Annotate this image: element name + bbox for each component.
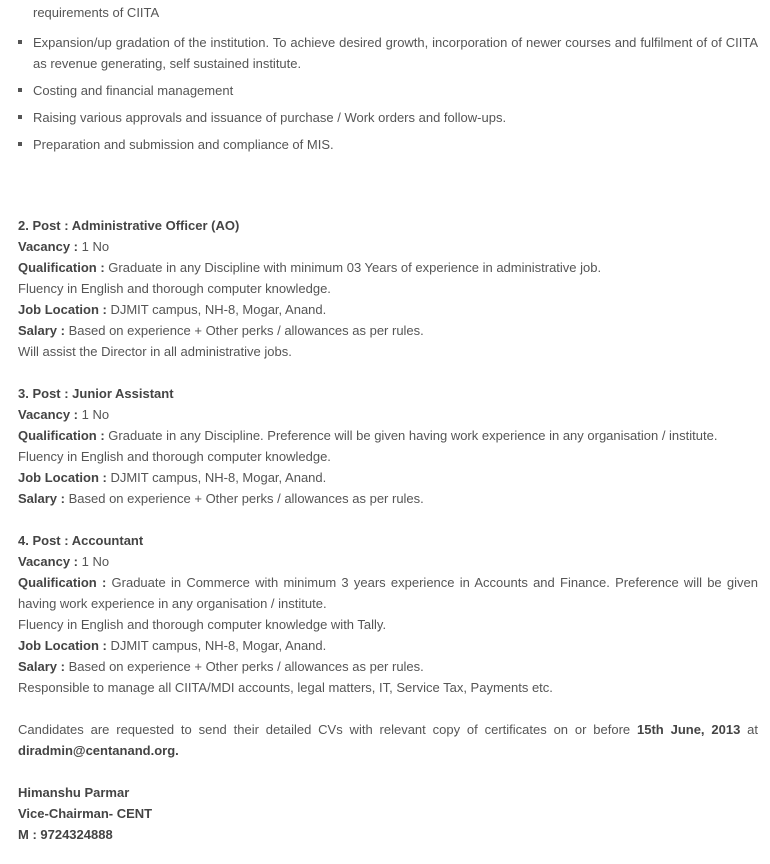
vacancy-label: Vacancy : xyxy=(18,239,78,254)
salary-value: Based on experience + Other perks / allowances as per rules. xyxy=(68,491,424,506)
job-location-value: DJMIT campus, NH-8, Mogar, Anand. xyxy=(110,470,327,485)
vacancy-line xyxy=(18,404,758,425)
vacancy-value: 1 No xyxy=(81,239,110,254)
contact-email[interactable]: diradmin@centanand.org. xyxy=(18,743,179,758)
vacancy-value: 1 No xyxy=(81,407,110,422)
list-item xyxy=(18,80,758,101)
list-item xyxy=(18,32,758,74)
vacancy-line xyxy=(18,236,758,257)
square-bullet-icon xyxy=(18,40,22,44)
qualification-line xyxy=(18,572,758,614)
job-location-line xyxy=(18,635,758,656)
vacancy-label: Vacancy : xyxy=(18,554,78,569)
job-posting-document xyxy=(18,2,758,845)
qualification-label: Qualification : xyxy=(18,260,105,275)
qualification-label: Qualification : xyxy=(18,575,107,590)
salary-value: Based on experience + Other perks / allowances as per rules. xyxy=(68,323,424,338)
qualification-value: Graduate in any Discipline. Preference will be given having work experience in any organisation / institute. xyxy=(108,428,718,443)
qualification-value: Graduate in any Discipline with minimum 03 Years of experience in administrative job. xyxy=(108,260,602,275)
job-location-line xyxy=(18,467,758,488)
salary-line xyxy=(18,320,758,341)
salary-label: Salary : xyxy=(18,491,65,506)
vacancy-line xyxy=(18,551,758,572)
duties-list xyxy=(18,2,758,155)
closing-text: Candidates are requested to send their detailed CVs with relevant copy of certificates on or before xyxy=(18,722,631,737)
job-location-label: Job Location : xyxy=(18,638,107,653)
salary-label: Salary : xyxy=(18,659,65,674)
salary-line xyxy=(18,488,758,509)
salary-label: Salary : xyxy=(18,323,65,338)
job-location-value: DJMIT campus, NH-8, Mogar, Anand. xyxy=(110,302,327,317)
job-location-value: DJMIT campus, NH-8, Mogar, Anand. xyxy=(110,638,327,653)
qualification-label: Qualification : xyxy=(18,428,105,443)
square-bullet-icon xyxy=(18,142,22,146)
qualification-line xyxy=(18,425,758,446)
job-location-line xyxy=(18,299,758,320)
vacancy-label: Vacancy : xyxy=(18,407,78,422)
square-bullet-icon xyxy=(18,115,22,119)
fluency-line: Fluency in English and thorough computer knowledge. xyxy=(18,281,331,296)
closing-at: at xyxy=(747,722,759,737)
signatory-title: Vice-Chairman- CENT xyxy=(18,806,153,821)
list-item xyxy=(18,2,758,23)
job-location-label: Job Location : xyxy=(18,470,107,485)
deadline-date: 15th June, 2013 xyxy=(637,722,741,737)
post-title: 4. Post : Accountant xyxy=(18,533,144,548)
note-line: Responsible to manage all CIITA/MDI accounts, legal matters, IT, Service Tax, Payments etc. xyxy=(18,680,553,695)
post-accountant xyxy=(18,530,758,698)
duty-text: Preparation and submission and compliance of MIS. xyxy=(33,137,334,152)
closing-paragraph xyxy=(18,719,758,761)
signature-block xyxy=(18,782,758,845)
vacancy-value: 1 No xyxy=(81,554,110,569)
duty-text: Expansion/up gradation of the institution. To achieve desired growth, incorporation of newer courses and fulfilment of of CIITA as revenue generating, self sustained institute. xyxy=(33,35,758,71)
fluency-line: Fluency in English and thorough computer knowledge with Tally. xyxy=(18,617,387,632)
duty-text: requirements of CIITA xyxy=(33,5,160,20)
list-item xyxy=(18,134,758,155)
post-junior-assistant xyxy=(18,383,758,509)
note-line: Will assist the Director in all administrative jobs. xyxy=(18,344,292,359)
qualification-line xyxy=(18,257,758,278)
salary-line xyxy=(18,656,758,677)
signatory-mobile: M : 9724324888 xyxy=(18,827,113,842)
job-location-label: Job Location : xyxy=(18,302,107,317)
fluency-line: Fluency in English and thorough computer knowledge. xyxy=(18,449,331,464)
post-administrative-officer xyxy=(18,215,758,362)
qualification-value: Graduate in Commerce with minimum 3 years experience in Accounts and Finance. Preference will be given having work experience in any organisation / institute. xyxy=(18,575,758,611)
square-bullet-icon xyxy=(18,88,22,92)
duty-text: Raising various approvals and issuance of purchase / Work orders and follow-ups. xyxy=(33,110,507,125)
post-title: 3. Post : Junior Assistant xyxy=(18,386,174,401)
signatory-name: Himanshu Parmar xyxy=(18,785,130,800)
salary-value: Based on experience + Other perks / allowances as per rules. xyxy=(68,659,424,674)
post-title: 2. Post : Administrative Officer (AO) xyxy=(18,218,240,233)
application-instructions xyxy=(18,719,758,761)
list-item xyxy=(18,107,758,128)
duty-text: Costing and financial management xyxy=(33,83,234,98)
